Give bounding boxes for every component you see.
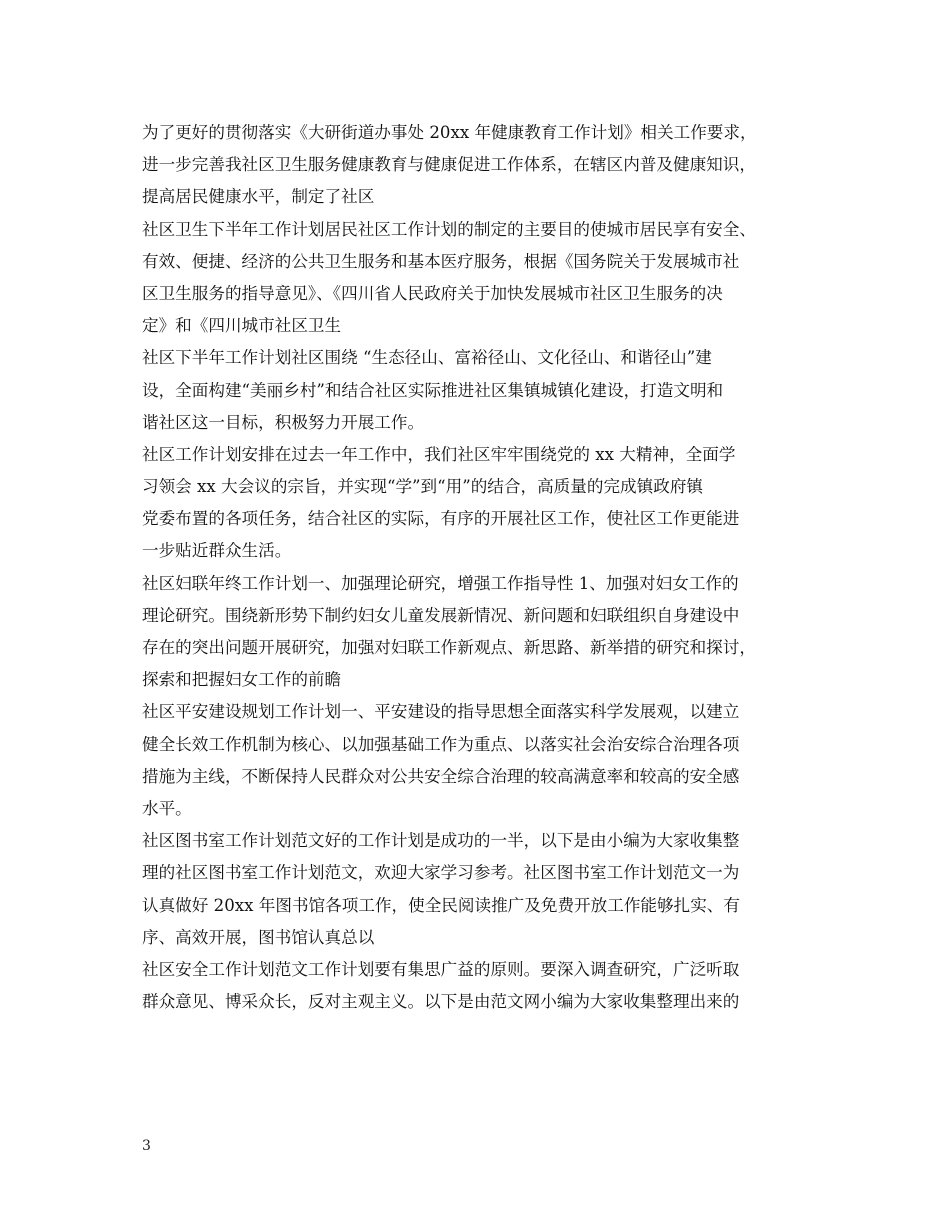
text-line: 序、高效开展，图书馆认真总以	[142, 927, 375, 947]
page-number: 3	[142, 1138, 151, 1154]
text-line: 社区平安建设规划工作计划一、平安建设的指导思想全面落实科学发展观，以建立	[142, 702, 740, 722]
text-line: 理的社区图书室工作计划范文，欢迎大家学习参考。社区图书室工作计划范文一为	[142, 863, 740, 883]
text-line: 社区下半年工作计划社区围绕 “生态径山、富裕径山、文化径山、和谐径山”建	[142, 348, 712, 368]
text-line: 社区卫生下半年工作计划居民社区工作计划的制定的主要目的使城市居民享有安全、	[142, 219, 756, 239]
text-line: 健全长效工作机制为核心、以加强基础工作为重点、以落实社会治安综合治理各项	[142, 734, 740, 754]
text-line: 谐社区这一目标，积极努力开展工作。	[142, 412, 425, 432]
text-line: 认真做好 20xx 年图书馆各项工作，使全民阅读推广及免费开放工作能够扎实、有	[142, 895, 740, 915]
text-line: 社区妇联年终工作计划一、加强理论研究，增强工作指导性 1、加强对妇女工作的	[142, 573, 739, 593]
text-line: 党委布置的各项任务，结合社区的实际，有序的开展社区工作，使社区工作更能进	[142, 509, 740, 529]
text-line: 水平。	[142, 798, 192, 818]
document-body	[142, 117, 832, 1018]
text-line: 一步贴近群众生活。	[142, 541, 292, 561]
text-line: 区卫生服务的指导意见》、《四川省人民政府关于加快发展城市社区卫生服务的决	[142, 283, 723, 303]
text-line: 社区工作计划安排在过去一年工作中，我们社区牢牢围绕党的 xx 大精神，全面学	[142, 444, 736, 464]
text-line: 进一步完善我社区卫生服务健康教育与健康促进工作体系，在辖区内普及健康知识，	[142, 155, 756, 175]
text-line: 定》和《四川城市社区卫生	[142, 316, 342, 336]
text-line: 设，全面构建“美丽乡村”和结合社区实际推进社区集镇城镇化建设，打造文明和	[142, 380, 724, 400]
text-line: 为了更好的贯彻落实《大研街道办事处 20xx 年健康教育工作计划》相关工作要求，	[142, 123, 757, 142]
text-line: 提高居民健康水平，制定了社区	[142, 187, 375, 207]
text-line: 习领会 xx 大会议的宗旨，并实现“学”到“用”的结合，高质量的完成镇政府镇	[142, 477, 704, 497]
text-line: 社区安全工作计划范文工作计划要有集思广益的原则。要深入调查研究，广泛听取	[142, 959, 740, 979]
text-line: 群众意见、博采众长，反对主观主义。以下是由范文网小编为大家收集整理出来的	[142, 992, 740, 1012]
text-line: 理论研究。围绕新形势下制约妇女儿童发展新情况、新问题和妇联组织自身建设中	[142, 605, 740, 625]
text-line: 探索和把握妇女工作的前瞻	[142, 670, 342, 690]
text-line: 社区图书室工作计划范文好的工作计划是成功的一半，以下是由小编为大家收集整	[142, 831, 740, 851]
text-line: 措施为主线，不断保持人民群众对公共安全综合治理的较高满意率和较高的安全感	[142, 766, 740, 786]
text-line: 有效、便捷、经济的公共卫生服务和基本医疗服务，根据《国务院关于发展城市社	[142, 251, 740, 271]
text-line: 存在的突出问题开展研究，加强对妇联工作新观点、新思路、新举措的研究和探讨，	[142, 638, 756, 657]
